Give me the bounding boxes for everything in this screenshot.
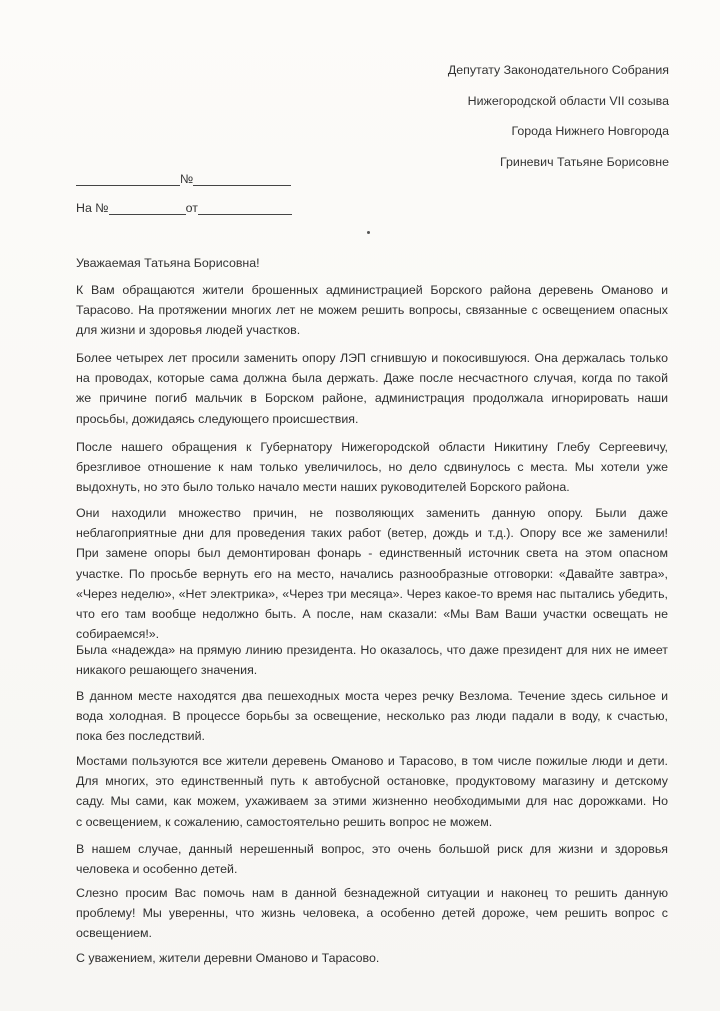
paragraph-line: никакого решающего значения. (76, 663, 258, 678)
number-sign: № (180, 172, 194, 186)
paragraph-line: просьбы, дожидаясь следующего происшествия. (76, 411, 359, 426)
reply-date-blank (198, 202, 292, 215)
outgoing-registration-line (76, 172, 291, 186)
paragraph-line: «Через неделю», «Нет электрика», «Через три месяца». Через какое-то время нас пытались убедить, (76, 586, 668, 601)
closing-line: С уважением, жители деревни Оманово и Тарасово. (76, 951, 380, 965)
paragraph (76, 280, 668, 341)
reply-number-label: На № (76, 201, 109, 215)
paragraph-line: После нашего обращения к Губернатору Нижегородской области Никитину Глебу Сергеевичу, (76, 440, 668, 454)
paragraph-line: саду. Мы сами, как можем, ухаживаем за этими жизненно необходимыми для нас дорожками. Но (76, 794, 668, 809)
paragraph-line: Мостами пользуются все жители деревень Оманово и Тарасово, в том числе пожилые люди и дети. (76, 754, 668, 768)
paragraph-line: вода холодная. В процессе борьбы за освещение, несколько раз люди падали в воду, к счастью, (76, 709, 668, 724)
paragraph-line: К Вам обращаются жители брошенных администрацией Борского района деревень Оманово и (76, 283, 668, 297)
paragraph-line: с освещением, к сожалению, самостоятельно решить вопрос не можем. (76, 814, 493, 829)
closing (76, 948, 668, 968)
paragraph-line: на проводах, которые сама должна была держать. Даже после несчастного случая, когда по такой (76, 371, 668, 386)
paragraph-line: пока без последствий. (76, 729, 205, 744)
paragraph-line: брезгливое отношение к нам только увеличилось, но дело сдвинулось с места. Мы хотели уже (76, 460, 668, 475)
paragraph-line: Для многих, это единственный путь к автобусной остановке, продуктовому магазину и детскому (76, 774, 668, 789)
paragraph-line: человека и особенно детей. (76, 862, 238, 877)
addressee-line: Города Нижнего Новгорода (511, 124, 669, 138)
paragraph-line: В данном месте находятся два пешеходных моста через речку Везлома. Течение здесь сильное и (76, 689, 668, 703)
paragraph-line: Была «надежда» на прямую линию президента. Но оказалось, что даже президент для них не имеет (76, 643, 668, 657)
reply-number-blank (109, 202, 186, 215)
outgoing-number-blank (193, 173, 291, 186)
paragraph-line: неблагоприятные дни для проведения таких работ (ветер, дождь и т.д.). Опору все же заменили! (76, 526, 668, 541)
paragraph (76, 839, 668, 879)
paragraph-line: Тарасово. На протяжении многих лет не можем решить вопросы, связанные с освещением опасных (76, 303, 668, 318)
paragraph-line: для жизни и здоровья людей участков. (76, 323, 301, 338)
paragraph-line: В нашем случае, данный нерешенный вопрос, это очень большой риск для жизни и здоровья (76, 842, 668, 856)
reply-registration-line (76, 201, 292, 215)
outgoing-date-blank (76, 173, 180, 186)
paragraph-line: же причине погиб мальчик в Борском районе, администрация продолжала игнорировать наши (76, 391, 668, 406)
paragraph (76, 883, 668, 944)
paragraph-line: выдохнуть, но это было только начало мести наших руководителей Борского района. (76, 480, 570, 495)
paragraph-line: собираемся!». (76, 627, 160, 642)
scan-speck (367, 231, 370, 234)
addressee-block (448, 55, 669, 177)
addressee-line: Нижегородской области VII созыва (467, 93, 669, 108)
paragraph-line: Они находили множество причин, не позволяющих заменить данную опору. Были даже (76, 506, 668, 520)
paragraph-line: участке. По просьбе вернуть его на место, начались разнообразные отговорки: «Давайте завтра», (76, 566, 668, 581)
paragraph-line: При замене опоры был демонтирован фонарь - единственный источник света на этом опасном (76, 546, 668, 561)
paragraph (76, 348, 668, 429)
greeting: Уважаемая Татьяна Борисовна! (76, 256, 260, 270)
addressee-line: Гриневич Татьяне Борисовне (500, 154, 669, 169)
paragraph-line: что его там вообще недолжно быть. А после, нам сказали: «Мы Вам Ваши участки освещать не (76, 606, 668, 621)
addressee-line: Депутату Законодательного Собрания (447, 63, 669, 77)
paragraph-line: Более четырех лет просили заменить опору ЛЭП сгнившую и покосившуюся. Она держалась только (76, 351, 668, 365)
paragraph (76, 686, 668, 747)
paragraph (76, 751, 668, 832)
paragraph-line: проблему! Мы уверенны, что жизнь человека, а особенно детей дороже, чем решить вопрос с (76, 906, 668, 921)
reply-from-label: от (185, 201, 198, 215)
paragraph (76, 640, 668, 680)
paragraph (76, 437, 668, 498)
paragraph-line: Слезно просим Вас помочь нам в данной безнадежной ситуации и наконец то решить данную (76, 886, 668, 900)
paragraph (76, 503, 668, 644)
paragraph-line: освещением. (76, 926, 152, 941)
